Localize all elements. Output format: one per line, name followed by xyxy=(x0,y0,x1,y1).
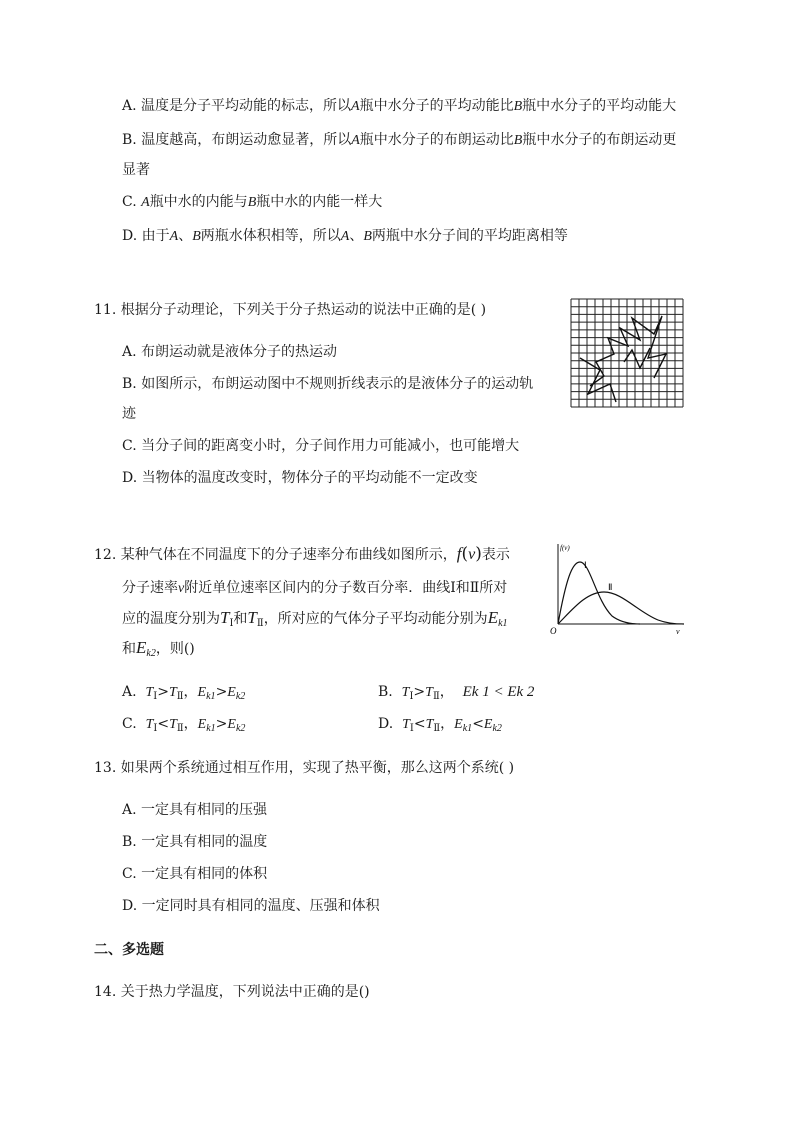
brownian-path-1 xyxy=(590,316,666,386)
brownian-path-3 xyxy=(624,348,650,368)
answer-paren: ( ) xyxy=(498,760,515,776)
section-heading: 二、多选题 xyxy=(94,942,164,958)
q12-line-1: 12. 某种气体在不同温度下的分子速率分布曲线如图所示，f(v)表示 xyxy=(94,544,510,564)
q13-stem: 13. 如果两个系统通过相互作用，实现了热平衡，那么这两个系统( ) xyxy=(94,760,515,776)
q13-option-b: B. 一定具有相同的温度 xyxy=(122,834,268,850)
q11-option-d: D. 当物体的温度改变时，物体分子的平均动能不一定改变 xyxy=(122,470,478,486)
graph-xlabel: v xyxy=(676,627,680,636)
curve-2 xyxy=(558,592,684,624)
q12-line-4: 和$E_{k2}$，则() xyxy=(122,638,195,659)
answer-paren: () xyxy=(358,984,370,1000)
answer-paren: ( ) xyxy=(470,302,487,318)
q13-option-a: A. 一定具有相同的压强 xyxy=(122,802,268,818)
graph-origin: O xyxy=(550,626,557,636)
q12-option-b: B. $T_Ⅰ>T_Ⅱ$， Ek 1 < Ek 2 xyxy=(378,684,535,702)
graph-curve1-label: Ⅰ xyxy=(584,560,587,570)
q11-option-b: B. 如图所示，布朗运动图中不规则折线表示的是液体分子的运动轨 xyxy=(122,376,534,392)
q14-stem: 14. 关于热力学温度，下列说法中正确的是() xyxy=(94,984,370,1000)
graph-ylabel: f(v) xyxy=(560,544,570,552)
q11-option-a: A. 布朗运动就是液体分子的热运动 xyxy=(122,344,338,360)
q12-option-c: C. $T_Ⅰ<T_Ⅱ$，$E_{k1}>E_{k2}$ xyxy=(122,716,246,734)
q11-number: 11. xyxy=(94,302,117,318)
q13-option-c: C. 一定具有相同的体积 xyxy=(122,866,268,882)
q10-option-c: C. A瓶中水的内能与B瓶中水的内能一样大 xyxy=(122,194,383,210)
q12-option-d: D. $T_Ⅰ<T_Ⅱ$，$E_{k1}<E_{k2}$ xyxy=(378,716,502,734)
graph-curve2-label: Ⅱ xyxy=(608,582,613,592)
answer-paren: () xyxy=(183,641,195,657)
q10-option-b: B. 温度越高，布朗运动愈显著，所以A瓶中水分子的布朗运动比B瓶中水分子的布朗运动更 xyxy=(122,132,677,148)
q11-option-c: C. 当分子间的距离变小时，分子间作用力可能减小，也可能增大 xyxy=(122,438,520,454)
q12-option-a: A. $T_Ⅰ>T_Ⅱ$，$E_{k1}>E_{k2}$ xyxy=(122,684,246,702)
q13-number: 13. xyxy=(94,760,117,776)
q11-option-b-cont: 迹 xyxy=(122,406,136,422)
q10-option-d: D. 由于A、B两瓶水体积相等，所以A、B两瓶中水分子间的平均距离相等 xyxy=(122,228,568,244)
q12-number: 12. xyxy=(94,547,117,563)
q11-stem: 11. 根据分子动理论，下列关于分子热运动的说法中正确的是( ) xyxy=(94,302,487,318)
q13-option-d: D. 一定同时具有相同的温度、压强和体积 xyxy=(122,898,380,914)
q14-number: 14. xyxy=(94,984,117,1000)
brownian-motion-figure xyxy=(570,298,684,408)
q12-line-2: 分子速率v附近单位速率区间内的分子数百分率．曲线Ⅰ和Ⅱ所对 xyxy=(122,580,508,596)
q10-option-a: A. 温度是分子平均动能的标志，所以A瓶中水分子的平均动能比B瓶中水分子的平均动能大 xyxy=(122,98,677,114)
speed-distribution-graph xyxy=(548,540,688,636)
q10-option-b-cont: 显著 xyxy=(122,162,150,178)
q12-line-3: 应的温度分别为$T_Ⅰ$和$T_Ⅱ$，所对应的气体分子平均动能分别为$E_{k1}$ xyxy=(122,608,508,629)
